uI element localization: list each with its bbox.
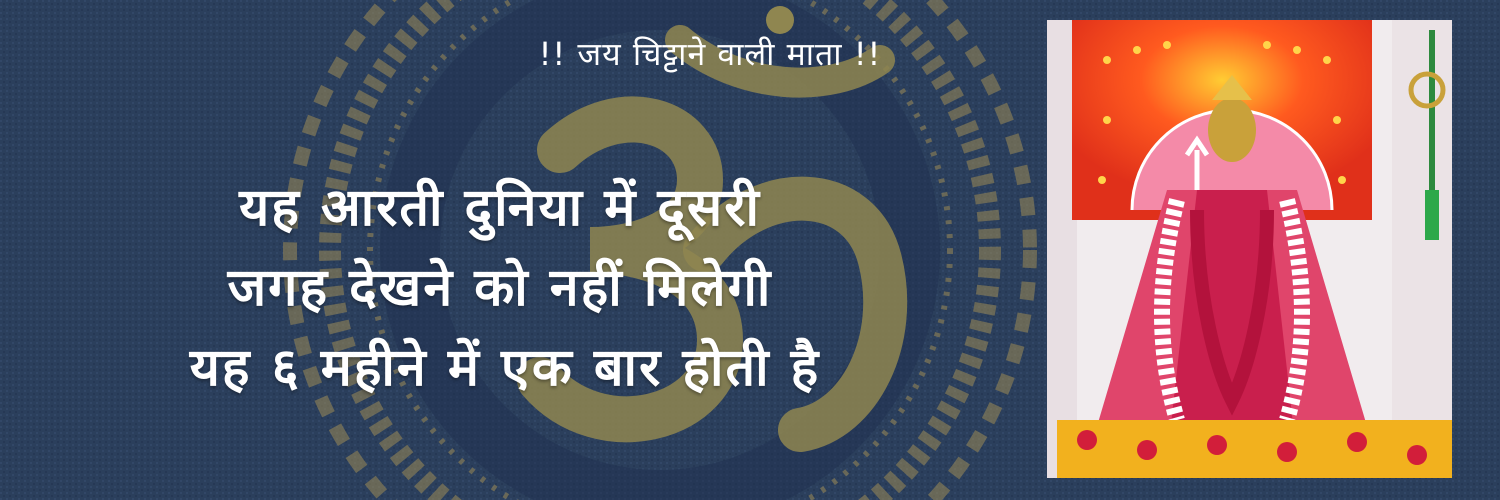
aarti-line-3: यह ६ महीने में एक बार होती है [189, 338, 821, 398]
aarti-line-2: जगह देखने को नहीं मिलेगी [227, 258, 773, 318]
goddess-photo [1047, 20, 1452, 478]
goddess-idol-icon [1047, 20, 1452, 478]
tagline: !! जय चिट्टाने वाली माता !! [538, 35, 882, 73]
aarti-line-1: यह आरती दुनिया में दूसरी [239, 178, 761, 238]
